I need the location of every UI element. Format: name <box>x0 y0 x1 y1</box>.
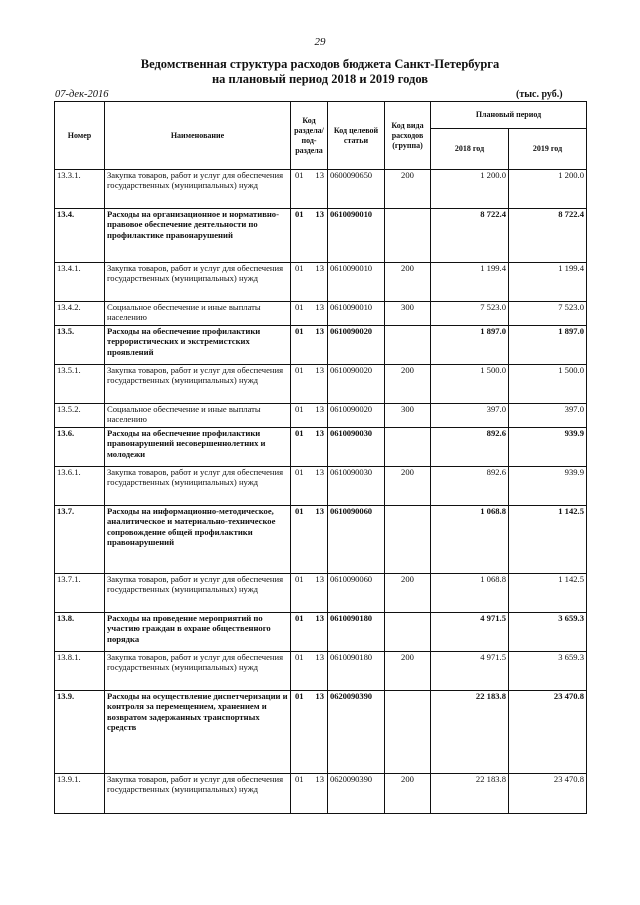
row-section-code <box>291 263 328 302</box>
row-kind-code <box>385 691 431 774</box>
row-name: Расходы на обеспечение профилактики правонарушений несовершеннолетних и молодежи <box>105 428 291 467</box>
row-target-code: 0610090010 <box>328 302 385 326</box>
row-kind-code <box>385 506 431 574</box>
row-target-code: 0610090020 <box>328 326 385 365</box>
row-number: 13.4.2. <box>55 302 105 326</box>
section-code: 01 <box>295 574 304 584</box>
row-number: 13.8.1. <box>55 652 105 691</box>
subsection-code: 13 <box>315 691 324 701</box>
row-kind-code <box>385 209 431 263</box>
row-target-code: 0610090180 <box>328 652 385 691</box>
table-row <box>55 613 587 652</box>
row-number: 13.4.1. <box>55 263 105 302</box>
subsection-code: 13 <box>315 613 324 623</box>
row-name: Расходы на проведение мероприятий по участию граждан в охране общественного порядка <box>105 613 291 652</box>
section-code: 01 <box>295 209 304 219</box>
row-kind-code: 200 <box>385 365 431 404</box>
row-value-2019: 23 470.8 <box>509 774 587 814</box>
header-year-2019: 2019 год <box>509 129 587 170</box>
row-target-code: 0610090020 <box>328 404 385 428</box>
row-kind-code: 200 <box>385 170 431 209</box>
section-code: 01 <box>295 691 304 701</box>
row-value-2018: 4 971.5 <box>431 652 509 691</box>
row-kind-code <box>385 428 431 467</box>
row-number: 13.5.1. <box>55 365 105 404</box>
row-value-2019: 1 897.0 <box>509 326 587 365</box>
row-section-code <box>291 170 328 209</box>
table-row <box>55 652 587 691</box>
row-kind-code: 200 <box>385 652 431 691</box>
row-kind-code: 300 <box>385 302 431 326</box>
row-value-2018: 22 183.8 <box>431 774 509 814</box>
row-name: Расходы на организационное и нормативно-правовое обеспечение деятельности по профилактике правонарушений <box>105 209 291 263</box>
row-value-2019: 1 200.0 <box>509 170 587 209</box>
header-planned-period: Плановый период <box>431 102 587 129</box>
title-line-1: Ведомственная структура расходов бюджета Санкт-Петербурга <box>140 57 500 71</box>
row-section-code <box>291 326 328 365</box>
row-section-code <box>291 302 328 326</box>
header-year-2018: 2018 год <box>431 129 509 170</box>
row-value-2018: 1 199.4 <box>431 263 509 302</box>
table-row <box>55 326 587 365</box>
row-target-code: 0600090650 <box>328 170 385 209</box>
row-name: Расходы на обеспечение профилактики террористических и экстремистских проявлений <box>105 326 291 365</box>
section-code: 01 <box>295 170 304 180</box>
table-row <box>55 404 587 428</box>
document-title <box>0 57 640 87</box>
section-code: 01 <box>295 467 304 477</box>
section-code: 01 <box>295 326 304 336</box>
row-target-code: 0610090030 <box>328 467 385 506</box>
row-value-2018: 1 897.0 <box>431 326 509 365</box>
row-target-code: 0610090030 <box>328 428 385 467</box>
section-code: 01 <box>295 506 304 516</box>
row-section-code <box>291 404 328 428</box>
subsection-code: 13 <box>315 209 324 219</box>
row-value-2018: 22 183.8 <box>431 691 509 774</box>
section-code: 01 <box>295 428 304 438</box>
row-value-2018: 4 971.5 <box>431 613 509 652</box>
header-target: Код целевой статьи <box>328 102 385 170</box>
row-value-2019: 1 500.0 <box>509 365 587 404</box>
row-section-code <box>291 652 328 691</box>
section-code: 01 <box>295 774 304 784</box>
row-number: 13.6.1. <box>55 467 105 506</box>
row-target-code: 0610090060 <box>328 574 385 613</box>
row-number: 13.9. <box>55 691 105 774</box>
row-section-code <box>291 774 328 814</box>
row-value-2019: 3 659.3 <box>509 652 587 691</box>
row-kind-code: 200 <box>385 574 431 613</box>
row-value-2018: 8 722.4 <box>431 209 509 263</box>
subsection-code: 13 <box>315 574 324 584</box>
header-number: Номер <box>55 102 105 170</box>
table-body <box>55 170 587 814</box>
row-value-2018: 1 200.0 <box>431 170 509 209</box>
page-number: 29 <box>314 36 326 48</box>
row-kind-code <box>385 326 431 365</box>
row-target-code: 0610090010 <box>328 263 385 302</box>
row-number: 13.4. <box>55 209 105 263</box>
table-row <box>55 774 587 814</box>
row-name: Закупка товаров, работ и услуг для обеспечения государственных (муниципальных) нужд <box>105 774 291 814</box>
row-value-2019: 23 470.8 <box>509 691 587 774</box>
row-value-2018: 1 068.8 <box>431 506 509 574</box>
title-line-2: на плановый период 2018 и 2019 годов <box>211 72 429 86</box>
subsection-code: 13 <box>315 652 324 662</box>
subsection-code: 13 <box>315 404 324 414</box>
row-number: 13.9.1. <box>55 774 105 814</box>
row-value-2019: 939.9 <box>509 467 587 506</box>
row-name: Закупка товаров, работ и услуг для обеспечения государственных (муниципальных) нужд <box>105 652 291 691</box>
row-value-2019: 8 722.4 <box>509 209 587 263</box>
row-number: 13.6. <box>55 428 105 467</box>
row-number: 13.5. <box>55 326 105 365</box>
section-code: 01 <box>295 404 304 414</box>
row-section-code <box>291 691 328 774</box>
row-number: 13.3.1. <box>55 170 105 209</box>
budget-table <box>54 101 587 814</box>
table-row <box>55 467 587 506</box>
subsection-code: 13 <box>315 774 324 784</box>
row-name: Закупка товаров, работ и услуг для обеспечения государственных (муниципальных) нужд <box>105 170 291 209</box>
row-value-2018: 1 068.8 <box>431 574 509 613</box>
subsection-code: 13 <box>315 365 324 375</box>
row-target-code: 0620090390 <box>328 774 385 814</box>
subsection-code: 13 <box>315 506 324 516</box>
table-row <box>55 691 587 774</box>
row-kind-code: 300 <box>385 404 431 428</box>
row-section-code <box>291 209 328 263</box>
row-target-code: 0610090020 <box>328 365 385 404</box>
section-code: 01 <box>295 365 304 375</box>
row-kind-code <box>385 613 431 652</box>
row-target-code: 0610090180 <box>328 613 385 652</box>
row-name: Закупка товаров, работ и услуг для обеспечения государственных (муниципальных) нужд <box>105 365 291 404</box>
section-code: 01 <box>295 613 304 623</box>
table-row <box>55 365 587 404</box>
section-code: 01 <box>295 302 304 312</box>
row-value-2018: 1 500.0 <box>431 365 509 404</box>
subsection-code: 13 <box>315 170 324 180</box>
row-value-2019: 1 199.4 <box>509 263 587 302</box>
row-section-code <box>291 428 328 467</box>
row-kind-code: 200 <box>385 467 431 506</box>
table-row <box>55 263 587 302</box>
row-name: Социальное обеспечение и иные выплаты населению <box>105 302 291 326</box>
row-value-2018: 892.6 <box>431 467 509 506</box>
row-name: Социальное обеспечение и иные выплаты населению <box>105 404 291 428</box>
row-value-2019: 1 142.5 <box>509 574 587 613</box>
table-row <box>55 428 587 467</box>
row-target-code: 0610090010 <box>328 209 385 263</box>
row-kind-code: 200 <box>385 774 431 814</box>
header-name: Наименование <box>105 102 291 170</box>
subsection-code: 13 <box>315 302 324 312</box>
row-number: 13.5.2. <box>55 404 105 428</box>
document-date: 07-дек-2016 <box>55 89 109 100</box>
row-number: 13.7.1. <box>55 574 105 613</box>
row-name: Закупка товаров, работ и услуг для обеспечения государственных (муниципальных) нужд <box>105 263 291 302</box>
table-row <box>55 209 587 263</box>
row-name: Расходы на осуществление диспетчеризации и контроля за перемещением, хранением и возвратом задержанных транспортных средств <box>105 691 291 774</box>
row-value-2019: 7 523.0 <box>509 302 587 326</box>
row-value-2019: 939.9 <box>509 428 587 467</box>
row-target-code: 0620090390 <box>328 691 385 774</box>
table-row <box>55 506 587 574</box>
row-target-code: 0610090060 <box>328 506 385 574</box>
table-row <box>55 574 587 613</box>
row-section-code <box>291 365 328 404</box>
row-name: Расходы на информационно-методическое, аналитическое и материально-техническое сопровождение общей профилактики правонарушений <box>105 506 291 574</box>
header-kind: Код вида расходов (группа) <box>385 102 431 170</box>
row-value-2019: 3 659.3 <box>509 613 587 652</box>
row-number: 13.8. <box>55 613 105 652</box>
table-row <box>55 170 587 209</box>
subsection-code: 13 <box>315 467 324 477</box>
row-name: Закупка товаров, работ и услуг для обеспечения государственных (муниципальных) нужд <box>105 574 291 613</box>
row-value-2018: 397.0 <box>431 404 509 428</box>
row-section-code <box>291 467 328 506</box>
row-section-code <box>291 574 328 613</box>
section-code: 01 <box>295 263 304 273</box>
subsection-code: 13 <box>315 428 324 438</box>
subsection-code: 13 <box>315 326 324 336</box>
row-kind-code: 200 <box>385 263 431 302</box>
row-value-2018: 892.6 <box>431 428 509 467</box>
row-number: 13.7. <box>55 506 105 574</box>
row-section-code <box>291 613 328 652</box>
row-section-code <box>291 506 328 574</box>
table-row <box>55 302 587 326</box>
row-name: Закупка товаров, работ и услуг для обеспечения государственных (муниципальных) нужд <box>105 467 291 506</box>
header-section: Код раздела/ под-раздела <box>291 102 328 170</box>
row-value-2019: 397.0 <box>509 404 587 428</box>
units-label: (тыс. руб.) <box>516 89 563 100</box>
subsection-code: 13 <box>315 263 324 273</box>
row-value-2019: 1 142.5 <box>509 506 587 574</box>
section-code: 01 <box>295 652 304 662</box>
row-value-2018: 7 523.0 <box>431 302 509 326</box>
